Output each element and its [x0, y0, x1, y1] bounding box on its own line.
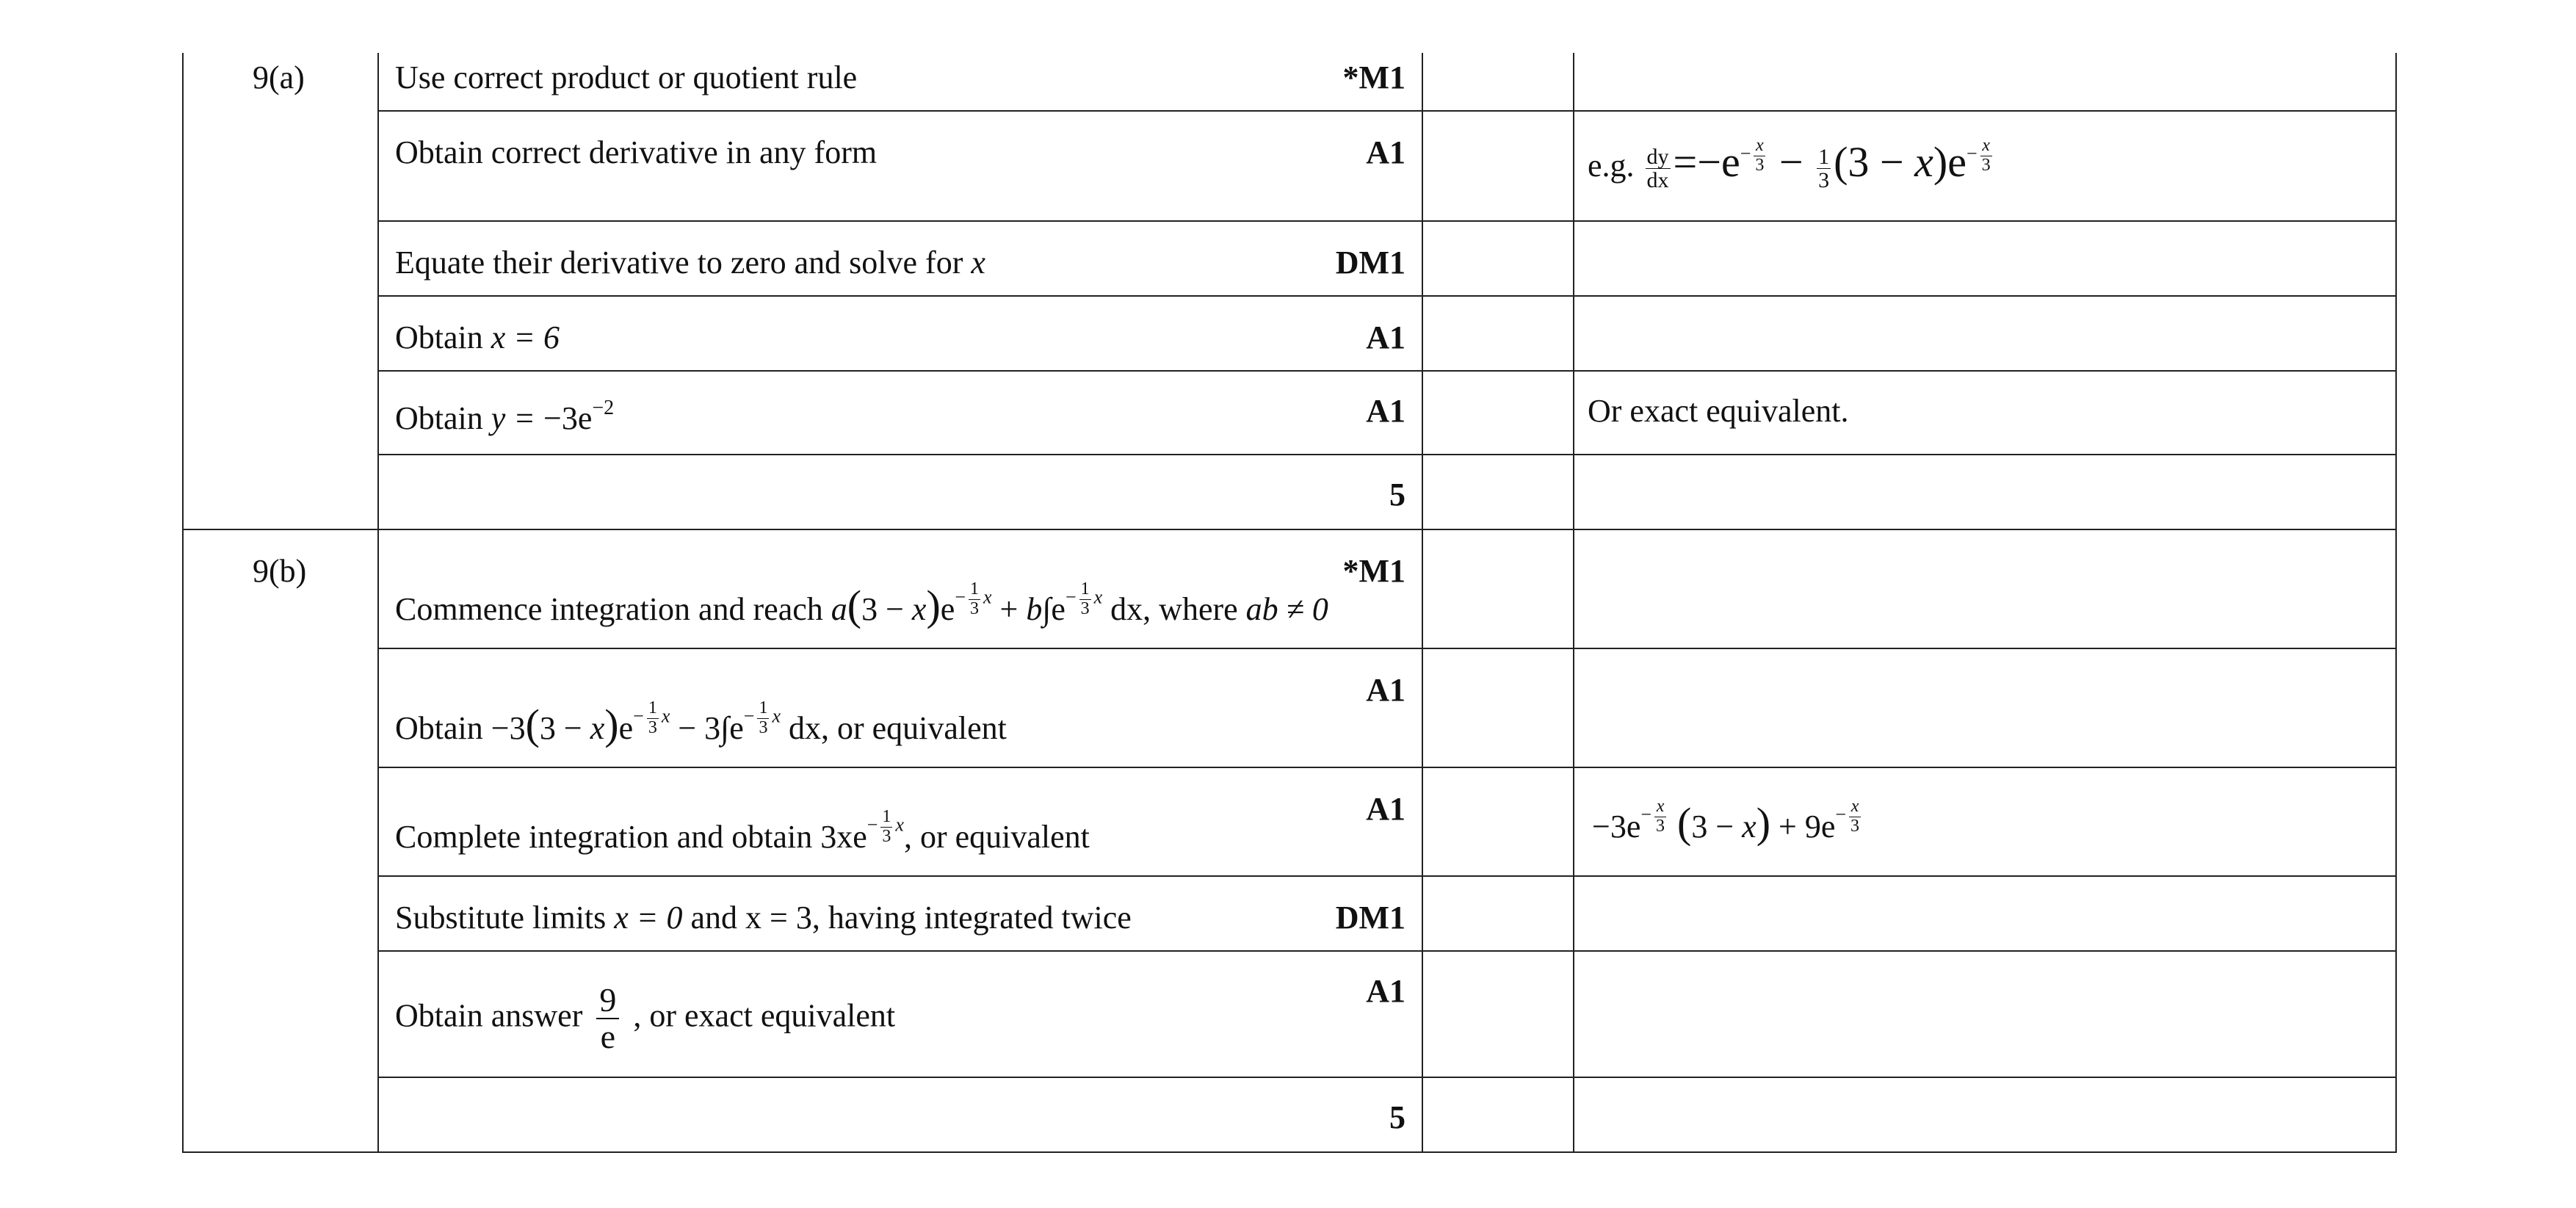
question-label-9a: 9(a) [253, 59, 305, 95]
answer-fraction: $\frac{9}{e}$ [596, 983, 619, 1055]
answer-text: Obtain $y = -3e^{-2}$ [395, 397, 615, 436]
question-label-9b: 9(b) [253, 553, 307, 589]
column-divider-1 [377, 53, 379, 1153]
row-divider [377, 875, 2397, 877]
column-divider-2 [1422, 53, 1423, 1153]
mark-code: A1 [1366, 134, 1405, 170]
mark-code: A1 [1366, 319, 1405, 355]
answer-text: Obtain x = 6 [395, 319, 560, 355]
mark-scheme-table [182, 53, 2397, 1153]
mark-code: *M1 [1342, 59, 1405, 95]
row-divider [377, 1077, 2397, 1078]
guidance-text: Or exact equivalent. [1588, 393, 1849, 429]
answer-text: Obtain correct derivative in any form [395, 134, 878, 170]
mark-total: 5 [1389, 1099, 1405, 1135]
mark-code: A1 [1366, 973, 1405, 1009]
row-divider [377, 767, 2397, 768]
table-border-right [2395, 53, 2397, 1153]
column-divider-3 [1573, 53, 1574, 1153]
dy-dx-fraction: $\frac{dy}{dx}$ [1646, 144, 1669, 193]
table-border-bottom [182, 1151, 2397, 1153]
row-divider [377, 950, 2397, 952]
row-divider [377, 295, 2397, 297]
mark-code: *M1 [1342, 553, 1405, 589]
answer-text: Use correct product or quotient rule [395, 59, 858, 95]
mark-total: 5 [1389, 477, 1405, 513]
answer-text: Obtain answer $\frac{9}{e}$ , or exact equivalent [395, 981, 896, 1056]
row-divider [377, 648, 2397, 649]
mark-code: A1 [1366, 672, 1405, 708]
mark-code: A1 [1366, 393, 1405, 429]
row-divider [377, 110, 2397, 112]
row-divider [377, 454, 2397, 455]
guidance-prefix: e.g. [1588, 148, 1635, 184]
row-divider [377, 220, 2397, 222]
mark-code: DM1 [1335, 900, 1405, 936]
mark-code: A1 [1366, 791, 1405, 827]
answer-text: Obtain −3(3 − x)e− $\frac{1}{3}$ x − 3∫e− $\frac{1}{3}$ x dx, or equivalent [395, 698, 1007, 748]
answer-text: Substitute limits x = 0 and x = 3, having integrated twice [395, 900, 1132, 936]
part-divider [182, 529, 2397, 530]
answer-text: Equate their derivative to zero and solve for x [395, 245, 985, 281]
row-divider [377, 370, 2397, 372]
answer-text: Complete integration and obtain 3xe− $\frac{1}{3}$ x, or equivalent [395, 807, 1090, 855]
table-border-left [182, 53, 184, 1153]
mark-code: DM1 [1335, 245, 1405, 281]
answer-text: Commence integration and reach a(3 − x)e− $\frac{1}{3}$ x + b∫e− $\frac{1}{3}$ x dx, where ab ≠ 0 [395, 579, 1328, 629]
guidance-derivative: e.g. $\frac{dy}{dx}$ =−e− $\frac{x}{3}$ − $\frac{1}{3}$ (3 − x)e− $\frac{x}{3}$ [1588, 136, 1991, 193]
guidance-integral: −3e− $\frac{x}{3}$ (3 − x) + 9e− $\frac{x}{3}$ [1592, 797, 1860, 847]
